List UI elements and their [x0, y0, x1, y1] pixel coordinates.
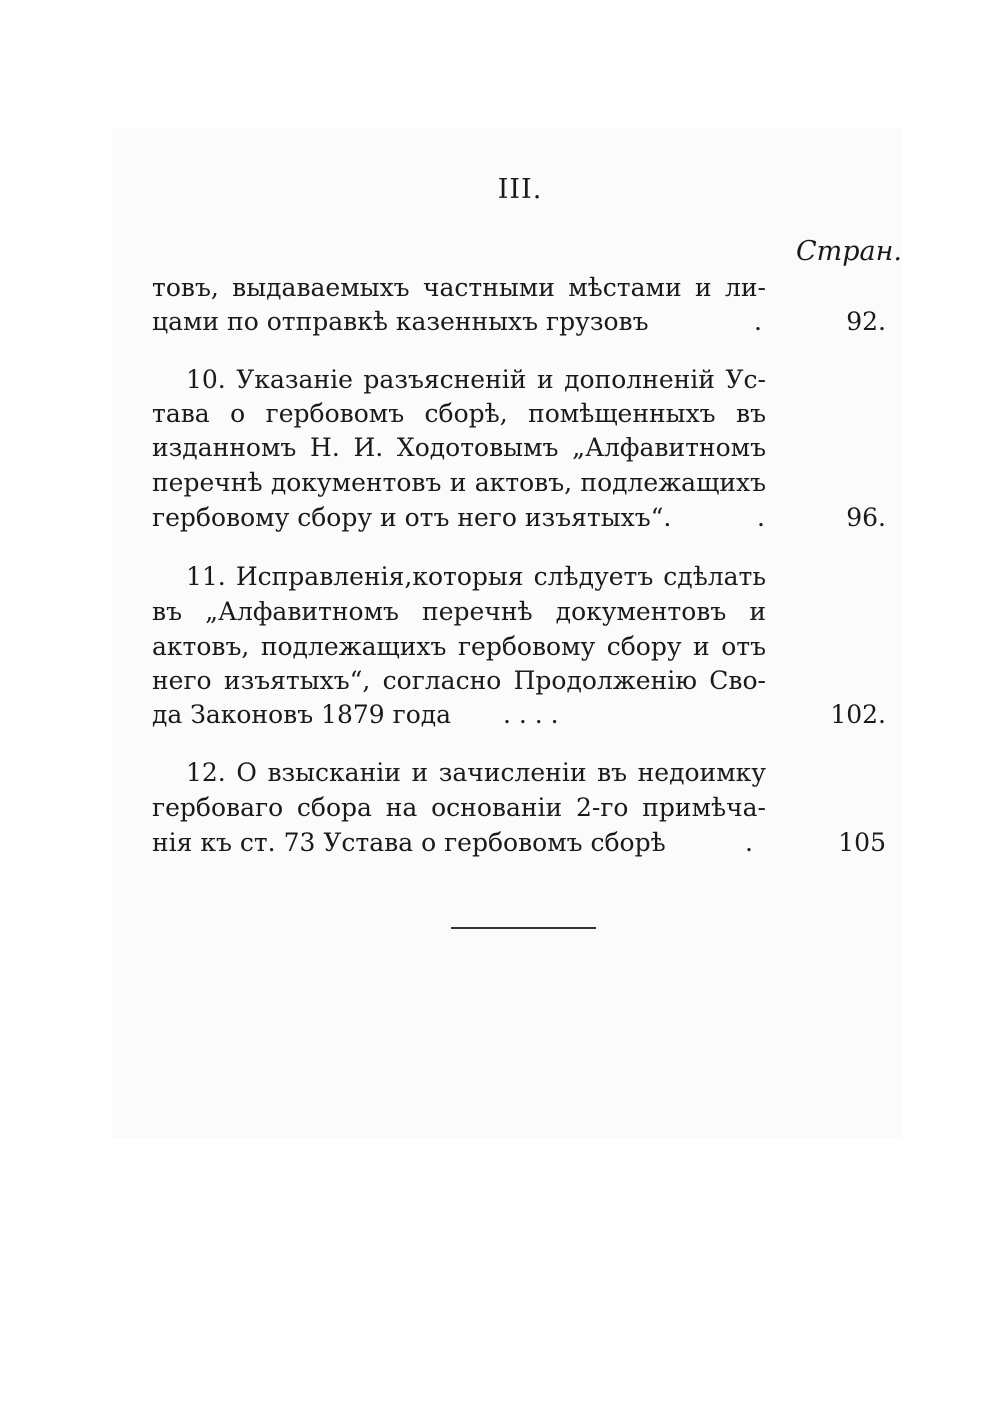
dot-leader: .: [754, 307, 762, 336]
entry-line: въ „Алфавитномъ перечнѣ документовъ и: [152, 597, 766, 626]
page-number: III.: [497, 174, 543, 205]
entry-line: изданномъ Н. И. Ходотовымъ „Алфавитномъ: [152, 433, 766, 462]
entry-line: тава о гербовомъ сборѣ, помѣщенныхъ въ: [152, 399, 766, 428]
entry-line: цами по отправкѣ казенныхъ грузовъ: [152, 307, 649, 336]
entry-line: него изъятыхъ“, согласно Продолженію Сво-: [152, 666, 766, 695]
entry-line: 11. Исправленія,которыя слѣдуетъ сдѣлать: [186, 562, 766, 591]
entry-line: гербовому сбору и отъ него изъятыхъ“.: [152, 503, 672, 532]
dot-leader: .: [757, 503, 765, 532]
dot-leader: . . . .: [503, 700, 559, 729]
entry-line: да Законовъ 1879 года: [152, 700, 452, 729]
entry-line: нія къ ст. 73 Устава о гербовомъ сборѣ: [152, 828, 666, 857]
entry-line: гербоваго сбора на основаніи 2-го примѣча-: [152, 793, 766, 822]
entry-page-number: 105: [838, 828, 886, 857]
entry-page-number: 92.: [846, 307, 886, 336]
closing-rule: [451, 927, 596, 929]
entry-line: перечнѣ документовъ и актовъ, подлежащихъ: [152, 468, 766, 497]
entry-line: 12. О взысканіи и зачисленіи въ недоимку: [186, 758, 766, 787]
dot-leader: .: [745, 828, 753, 857]
entry-line: 10. Указаніе разъясненій и дополненій Ус-: [186, 365, 766, 394]
column-header-pages: Стран.: [795, 236, 902, 267]
entry-line: товъ, выдаваемыхъ частными мѣстами и ли-: [152, 273, 766, 302]
entry-page-number: 96.: [846, 503, 886, 532]
entry-page-number: 102.: [830, 700, 886, 729]
entry-line: актовъ, подлежащихъ гербовому сбору и отъ: [152, 632, 766, 661]
